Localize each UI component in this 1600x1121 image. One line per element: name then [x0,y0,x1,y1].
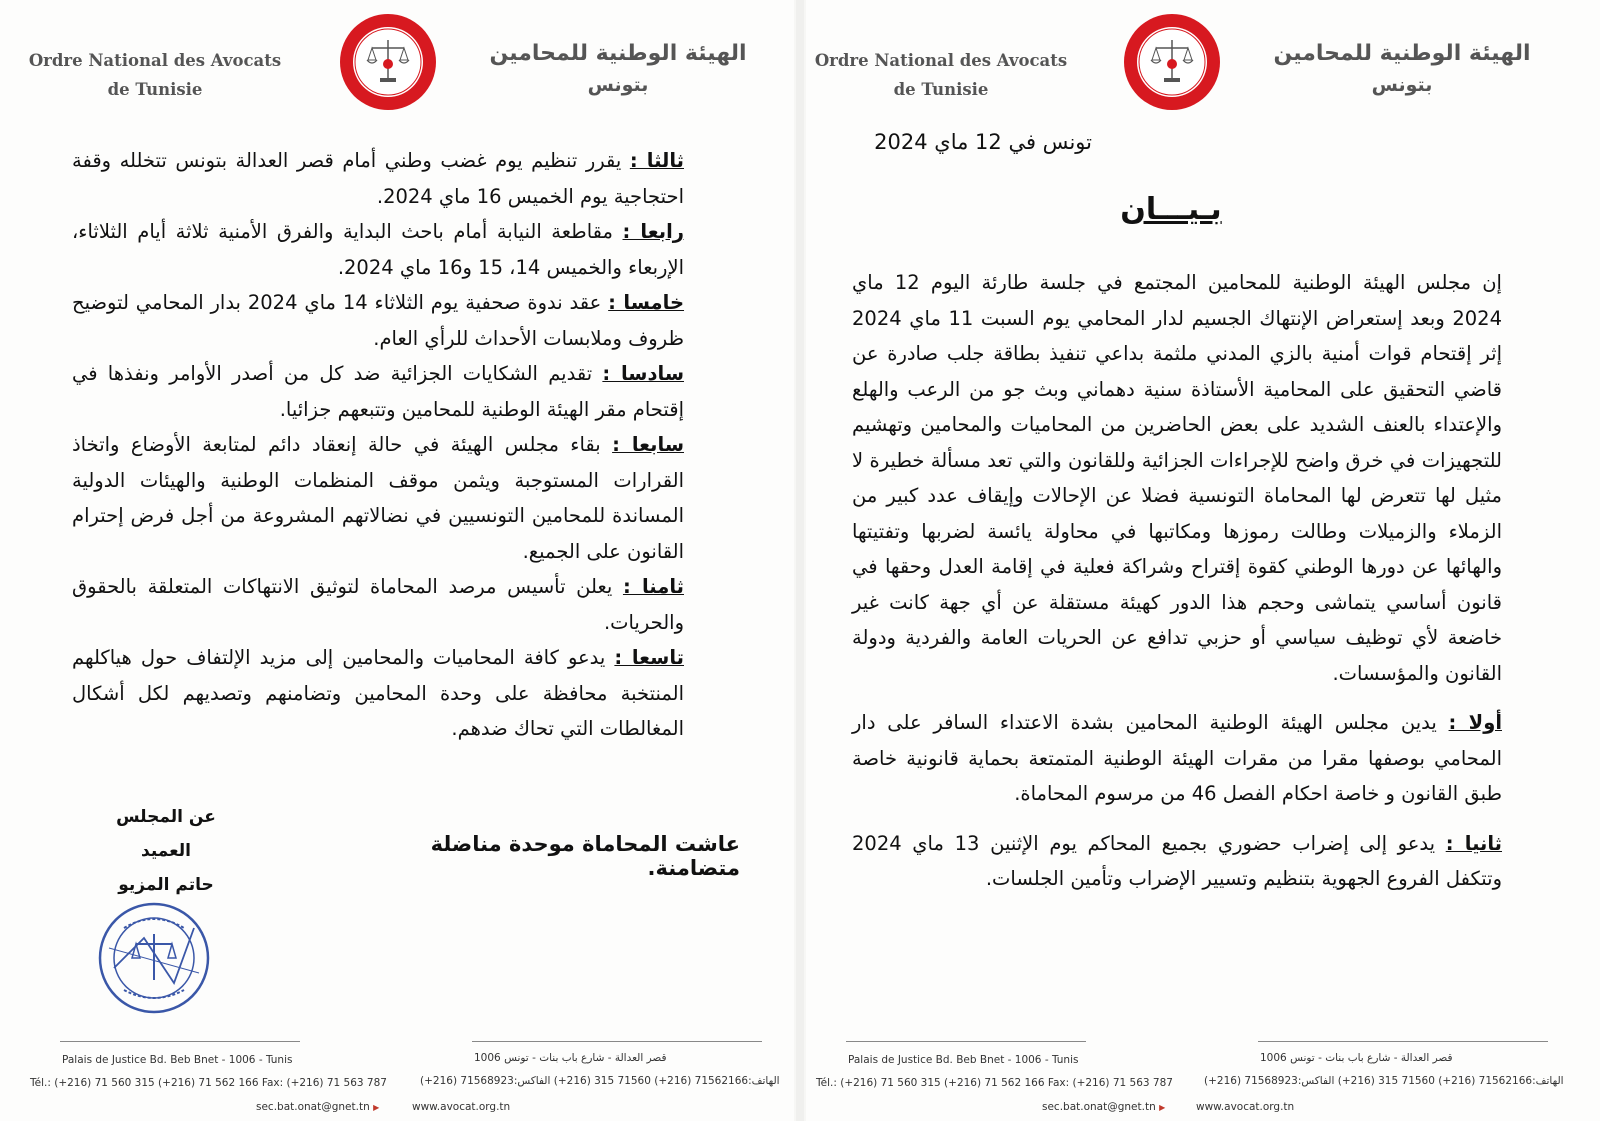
footer-rule [846,1041,1086,1042]
list-item [72,640,684,747]
item-label: ثالثا : [629,149,684,172]
header-arabic-line2: بتونس [587,74,649,96]
signature-line3: حاتم المزيو [118,875,214,895]
item-label: خامسا : [608,291,685,314]
footer-phones-fr: Tél.: (+216) 71 560 315 (+216) 71 562 166 Fax: (+216) 71 563 787 [816,1077,1173,1089]
item-text: يقرر تنظيم يوم غضب وطني أمام قصر العدالة بتونس تتخلله وقفة احتجاجية يوم الخميس 16 ماي 2024. [72,149,684,208]
document-page-2 [0,0,794,1121]
item-text: تقديم الشكايات الجزائية ضد كل من أصدر الأوامر ونفذها في إقتحام مقر الهيئة الوطنية للمحامين وتتبعهم جزائيا. [72,362,684,421]
footer-address-fr: Palais de Justice Bd. Beb Bnet - 1006 - Tunis [848,1054,1079,1066]
header-french-line2: de Tunisie [893,80,989,99]
list-item [852,705,1502,812]
document-page-1 [806,0,1600,1121]
item-text: يعلن تأسيس مرصد المحاماة لتوثيق الانتهاكات المتعلقة بالحقوق والحريات. [72,575,684,634]
bar-association-logo-icon [338,12,438,112]
header-french-line1: Ordre National des Avocats [28,51,282,70]
footer-phones-fr: Tél.: (+216) 71 560 315 (+216) 71 562 166 Fax: (+216) 71 563 787 [30,1077,387,1089]
item-label: ثانيا : [1445,831,1502,855]
header-arabic-line2: بتونس [1371,74,1433,96]
header-arabic [1262,38,1542,100]
footer-address-ar: قصر العدالة - شارع باب بنات - تونس 1006 [474,1052,667,1064]
header-french [806,46,1076,104]
footer-phones-ar: الهاتف:71562166 (216+) 71560 315 (216+) الفاكس:71568923 (216+) [1204,1075,1564,1087]
header-arabic [478,38,758,100]
item-text: مقاطعة النيابة أمام باحث البداية والفرق الأمنية ثلاثة أيام الثلاثاء، الإربعاء والخميس 14، 15 و16 ماي 2024. [72,220,684,279]
page-divider [796,0,804,1121]
list-item [72,356,684,427]
item-text: يدعو كافة المحاميات والمحامين إلى مزيد الإلتفاف حول هياكلهم المنتخبة محافظة على وحدة المحامين وتضامنهم وتصديهم لكل أشكال المغالطات التي تحاك ضدهم. [72,646,684,740]
official-stamp-icon [94,898,214,1018]
list-item [852,826,1502,897]
signature-block [96,800,236,902]
footer-rule [472,1041,762,1042]
footer-phones-ar: الهاتف:71562166 (216+) 71560 315 (216+) الفاكس:71568923 (216+) [420,1075,780,1087]
closing-slogan: عاشت المحاماة موحدة مناضلة متضامنة. [430,832,740,880]
item-label: ثامنا : [622,575,684,598]
footer-website-row [412,1101,510,1113]
arrow-icon: ▶ [373,1103,380,1112]
item-label: سابعا : [612,433,684,456]
header-arabic-line1: الهيئة الوطنية للمحامين [1273,41,1531,66]
item-text: يدين مجلس الهيئة الوطنية المحامين بشدة الاعتداء السافر على دار المحامي بوصفها مقرا من مقرات الهيئة الوطنية المتمتعة بحماية قانونية خاصة طبق القانون و خاصة احكام الفصل 46 من مرسوم المحاماة. [852,711,1502,805]
footer-website: www.avocat.org.tn [1196,1101,1295,1113]
footer-email: sec.bat.onat@gnet.tn [1042,1101,1156,1113]
item-label: تاسعا : [614,646,684,669]
statement-date: تونس في 12 ماي 2024 [874,130,1092,154]
list-item [72,143,684,214]
item-label: رابعا : [622,220,684,243]
item-text: بقاء مجلس الهيئة في حالة إنعقاد دائم لمتابعة الأوضاع واتخاذ القرارات المستوجبة ويثمن موقف المنظمات الوطنية والهيئات الدولية المساندة للمحامين التونسيين في نضالاتهم المشروعة من أجل فرض إحترام القانون على الجميع. [72,433,684,563]
signature-line2: العميد [141,841,191,861]
footer-website: www.avocat.org.tn [412,1101,511,1113]
list-item [72,214,684,285]
list-item [72,569,684,640]
footer-email-row [256,1101,379,1113]
letterhead-footer [0,1021,794,1121]
bar-association-logo-icon [1122,12,1222,112]
item-label: سادسا : [602,362,684,385]
item-text: عقد ندوة صحفية يوم الثلاثاء 14 ماي 2024 بدار المحامي لتوضيح ظروف وملابسات الأحداث للرأي العام. [72,291,684,350]
footer-email: sec.bat.onat@gnet.tn [256,1101,370,1113]
header-french-line2: de Tunisie [107,80,203,99]
header-french [20,46,290,104]
statement-title: بـيـــان [1120,192,1222,227]
list-item [72,427,684,569]
item-label: أولا : [1448,711,1502,734]
header-french-line1: Ordre National des Avocats [814,51,1068,70]
footer-rule [60,1041,300,1042]
item-text: يدعو إلى إضراب حضوري بجميع المحاكم يوم الإثنين 13 ماي 2024 وتتكفل الفروع الجهوية بتنظيم وتسيير الإضراب وتأمين الجلسات. [852,831,1502,890]
footer-rule [1258,1041,1548,1042]
header-arabic-line1: الهيئة الوطنية للمحامين [489,41,747,66]
footer-address-ar: قصر العدالة - شارع باب بنات - تونس 1006 [1260,1052,1453,1064]
signature-line1: عن المجلس [116,807,216,827]
footer-website-row [1196,1101,1294,1113]
statement-body [852,265,1502,897]
footer-email-row [1042,1101,1165,1113]
statement-intro: إن مجلس الهيئة الوطنية للمحامين المجتمع في جلسة طارئة اليوم 12 ماي 2024 وبعد إستعراض الإنتهاك الجسيم لدار المحامي يوم السبت 11 ماي 2024 إثر إقتحام قوات أمنية بالزي المدني ملثمة بداعي تنفيذ بطاقة جلب صادرة عن قاضي التحقيق على المحامية الأستاذة سنية دهماني وبث جو من الرعب والهلع والإعتداء بالعنف الشديد على بعض الحاضرين من المحاميات والمحامين وتهشيم للتجهيزات في خرق واضح للإجراءات الجزائية وللقانون والتي تعد مسألة خطيرة لا مثيل لها تتعرض لها المحاماة التونسية فضلا عن الإحالات وإيقاف عدد كبير من الزملاء والزميلات وطالت رموزها ومكاتبها في محاولة يائسة لضربها وتفتيتها والهائها عن دورها الوطني كقوة إقتراح وشراكة فعلية في إقامة العدل وحقها في قانون أساسي يتماشى وحجم هذا الدور كهيئة مستقلة عن أي جهة كانت غير خاضعة لأي توظيف سياسي أو حزبي تدافع عن الحريات العامة والفردية ودولة القانون والمؤسسات. [852,271,1502,685]
footer-address-fr: Palais de Justice Bd. Beb Bnet - 1006 - Tunis [62,1054,293,1066]
arrow-icon: ▶ [1159,1103,1166,1112]
letterhead-footer [806,1021,1600,1121]
statement-items-continued [72,143,684,747]
list-item [72,285,684,356]
